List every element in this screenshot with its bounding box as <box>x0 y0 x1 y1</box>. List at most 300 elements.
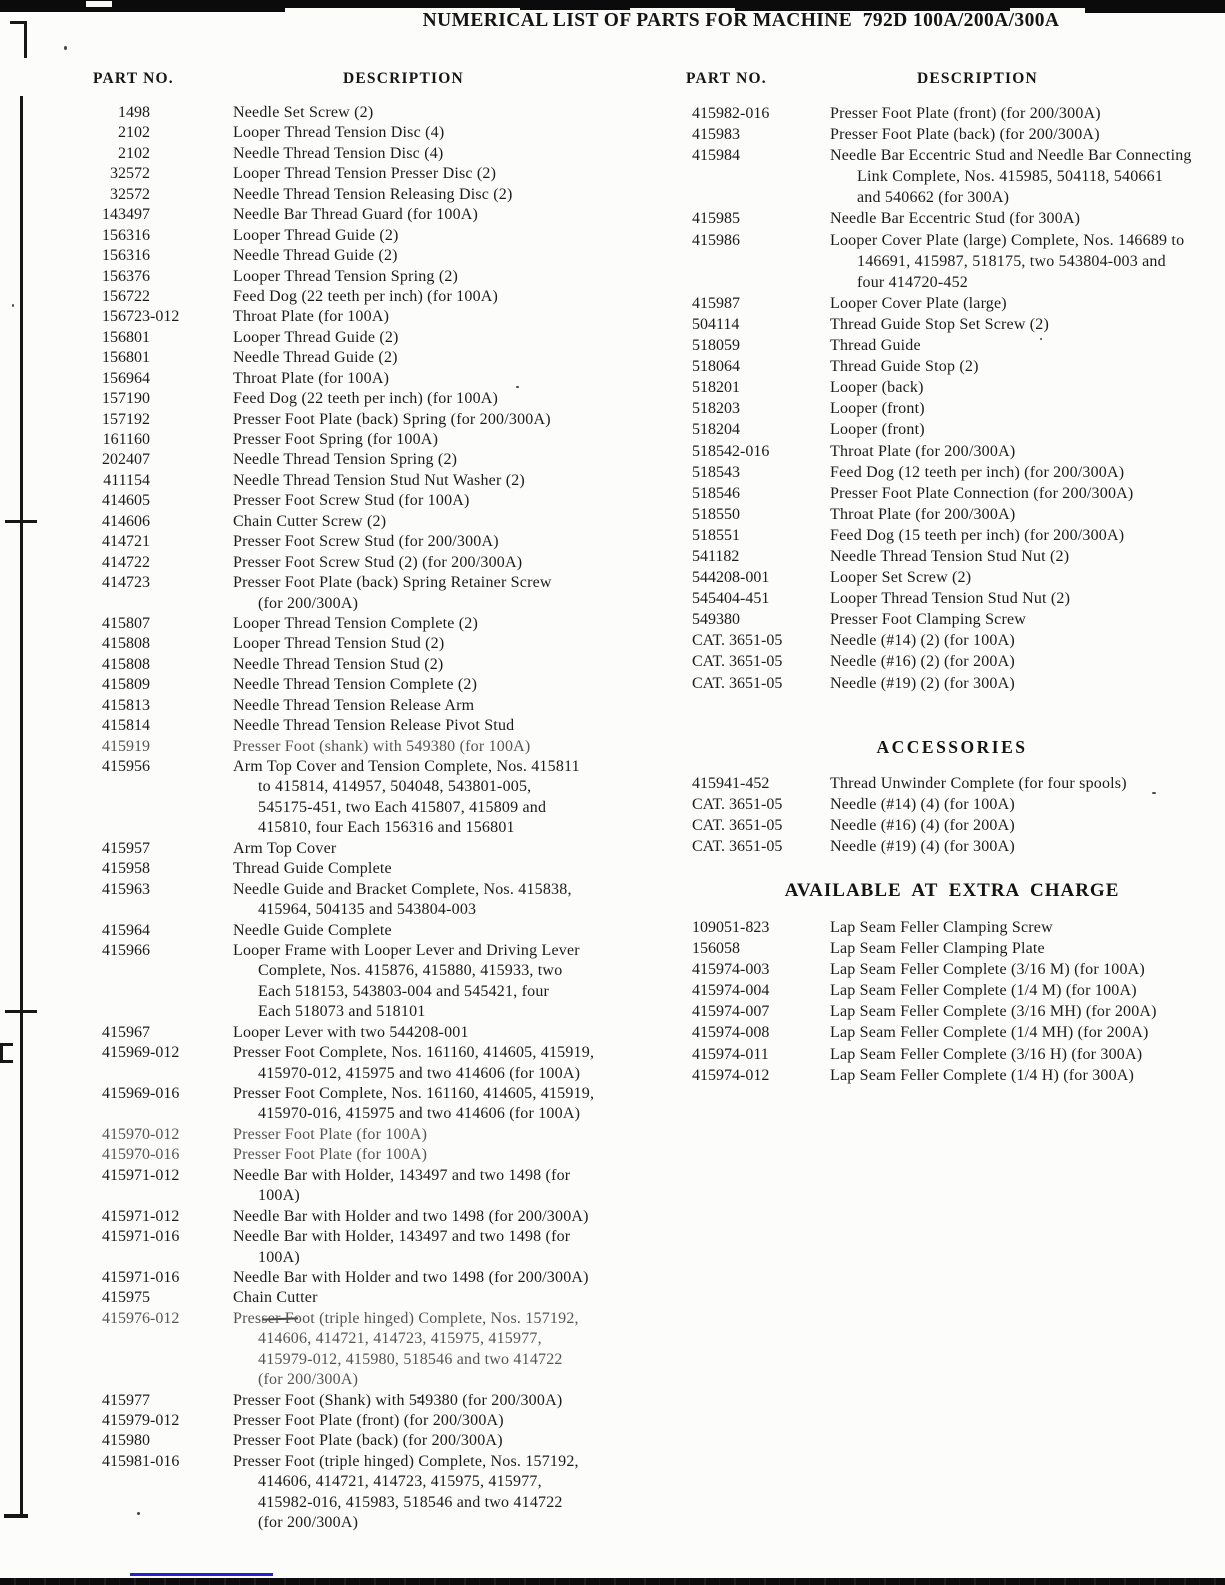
scan-margin-rule <box>20 96 23 1518</box>
table-row-line <box>692 673 1192 694</box>
description-text: Needle (#19) (2) (for 300A) <box>830 674 1015 692</box>
scan-speck <box>64 46 67 50</box>
table-row <box>93 1207 594 1227</box>
part-number: 518550 <box>692 505 740 523</box>
description-text: Lap Seam Feller Clamping Plate <box>830 940 1045 958</box>
part-number: 156964 <box>102 369 150 387</box>
part-number: 415970-012 <box>102 1125 180 1143</box>
description-text: Looper Thread Tension Presser Disc (2) <box>233 165 497 183</box>
description-continuation-line <box>692 166 1192 187</box>
description-text: 415964, 504135 and 543804-003 <box>258 901 477 919</box>
table-row-line <box>93 185 594 205</box>
description-text: Needle Thread Tension Stud Nut Washer (2) <box>233 471 525 489</box>
description-continuation-line <box>93 900 594 920</box>
table-row-line <box>692 773 1127 794</box>
table-row <box>93 1452 594 1534</box>
description-text: Feed Dog (22 teeth per inch) (for 100A) <box>233 287 499 305</box>
part-number: 415974-007 <box>692 1003 770 1021</box>
table-row-line <box>93 941 594 961</box>
description-continuation-line <box>93 1350 594 1370</box>
table-row-line <box>692 293 1192 314</box>
description-text: Link Complete, Nos. 415985, 504118, 540661 <box>857 168 1164 186</box>
table-row <box>93 1431 594 1451</box>
description-text: 415970-012, 415975 and two 414606 (for 100A) <box>258 1064 581 1082</box>
table-row-line <box>692 356 1192 377</box>
table-row-line <box>692 145 1192 166</box>
description-text: Looper (back) <box>830 379 924 397</box>
table-row <box>93 839 594 859</box>
part-number: 415985 <box>692 210 740 228</box>
description-text: 414606, 414721, 414723, 415975, 415977, <box>258 1330 542 1348</box>
description-text: Presser Foot Plate (back) Spring (for 200/300A) <box>233 410 551 428</box>
description-text: Presser Foot (Shank) with 549380 (for 200/300A) <box>233 1391 563 1409</box>
table-row <box>93 1125 594 1145</box>
table-row-line <box>692 1044 1157 1065</box>
table-row-line <box>93 205 594 225</box>
table-row-line <box>93 1452 594 1472</box>
description-continuation-line <box>93 1329 594 1349</box>
description-text: Looper (front) <box>830 421 925 439</box>
description-text: Presser Foot Plate (front) (for 200/300A) <box>830 105 1101 122</box>
table-row-line <box>93 921 594 941</box>
table-row <box>692 917 1157 938</box>
description-text: Thread Guide Stop (2) <box>830 358 979 376</box>
table-row <box>692 959 1157 980</box>
table-row <box>692 1065 1157 1086</box>
description-text: Looper Set Screw (2) <box>830 569 972 587</box>
part-number: 1498 <box>118 104 150 121</box>
part-number: 415956 <box>102 758 150 775</box>
description-text: Each 518153, 543803-004 and 545421, four <box>258 982 550 1000</box>
description-continuation-line <box>93 1472 594 1492</box>
description-continuation-line <box>93 818 594 838</box>
table-row <box>93 348 594 368</box>
description-text: Lap Seam Feller Complete (1/4 M) (for 100A) <box>830 982 1137 1000</box>
description-text: Needle Thread Guide (2) <box>233 247 398 265</box>
part-number: 161160 <box>102 431 150 448</box>
table-row-line <box>93 512 594 532</box>
description-text: Presser Foot Plate (back) (for 200/300A) <box>233 1432 503 1450</box>
table-row <box>692 504 1192 525</box>
table-row <box>692 938 1157 959</box>
table-row-line <box>93 1125 594 1145</box>
table-row-line <box>692 230 1192 251</box>
part-number: 544208-001 <box>692 569 770 587</box>
part-number: 414721 <box>102 533 150 551</box>
description-text: Thread Unwinder Complete (for four spools) <box>830 775 1127 792</box>
description-text: Throat Plate (for 200/300A) <box>830 505 1016 523</box>
description-text: Lap Seam Feller Complete (1/4 MH) (for 200A) <box>830 1024 1149 1042</box>
description-text: Thread Guide Stop Set Screw (2) <box>830 315 1050 333</box>
description-continuation-line <box>93 1186 594 1206</box>
description-text: Needle (#16) (4) (for 200A) <box>830 817 1015 835</box>
table-row <box>93 880 594 921</box>
description-text: Looper Thread Tension Spring (2) <box>233 267 459 285</box>
table-row <box>692 208 1192 229</box>
table-row <box>93 267 594 287</box>
description-text: Looper Cover Plate (large) Complete, Nos. 146689 to <box>830 231 1185 249</box>
part-number: 518542-016 <box>692 442 770 460</box>
table-row-line <box>93 880 594 900</box>
part-number: 415963 <box>102 880 150 898</box>
part-number: 414723 <box>102 574 150 592</box>
table-row <box>93 1391 594 1411</box>
table-row-line <box>93 1207 594 1227</box>
description-text: Presser Foot Plate (for 100A) <box>233 1146 428 1164</box>
description-text: Presser Foot Plate (back) Spring Retainer Screw <box>233 574 552 592</box>
part-number: 415966 <box>102 941 150 959</box>
table-row-line <box>93 716 594 736</box>
part-number: 415971-012 <box>102 1207 180 1225</box>
part-number: 109051-823 <box>692 919 770 936</box>
table-row-line <box>93 634 594 654</box>
table-row <box>692 651 1192 672</box>
table-row <box>93 450 594 470</box>
description-continuation-line <box>93 798 594 818</box>
section-heading-extra-charge: AVAILABLE AT EXTRA CHARGE <box>784 880 1120 901</box>
description-text: Thread Guide <box>830 337 921 355</box>
description-text: Needle (#16) (2) (for 200A) <box>830 653 1015 671</box>
table-row-line <box>692 1001 1157 1022</box>
table-row-line <box>692 1065 1157 1086</box>
description-continuation-line <box>93 777 594 797</box>
part-number: 32572 <box>110 185 150 203</box>
table-row <box>692 525 1192 546</box>
description-text: Needle (#14) (2) (for 100A) <box>830 632 1015 650</box>
table-row-line <box>93 1023 594 1043</box>
description-text: Throat Plate (for 100A) <box>233 308 390 326</box>
description-text: Needle Thread Guide (2) <box>233 349 398 367</box>
table-row <box>692 441 1192 462</box>
table-row-line <box>692 609 1192 630</box>
table-row <box>93 512 594 532</box>
part-number: 156058 <box>692 940 740 958</box>
table-row-line <box>692 462 1192 483</box>
table-row <box>692 314 1192 335</box>
table-row-line <box>692 794 1127 815</box>
table-row-line <box>692 124 1192 145</box>
table-row-line <box>93 1411 594 1431</box>
table-row <box>692 1044 1157 1065</box>
description-text: Needle Bar with Holder, 143497 and two 1498 (for <box>233 1228 571 1246</box>
description-continuation-line <box>93 1248 594 1268</box>
table-row <box>93 532 594 552</box>
table-row <box>93 144 594 164</box>
description-text: Needle Thread Tension Stud Nut (2) <box>830 547 1070 565</box>
scan-margin-tick <box>5 1010 37 1013</box>
table-row-line <box>93 164 594 184</box>
table-row-line <box>692 314 1192 335</box>
table-row-line <box>93 1166 594 1186</box>
part-number: 143497 <box>102 206 150 224</box>
part-number: 518204 <box>692 421 740 439</box>
part-number: 415976-012 <box>102 1309 180 1327</box>
part-number: CAT. 3651-05 <box>692 632 783 650</box>
table-row-line <box>93 737 594 757</box>
table-row <box>692 546 1192 567</box>
part-number: 415957 <box>102 839 150 857</box>
table-row-line <box>692 588 1192 609</box>
description-text: Chain Cutter <box>233 1289 318 1307</box>
table-row-line <box>93 614 594 634</box>
part-number: 415969-012 <box>102 1044 180 1062</box>
description-text: Needle Bar with Holder, 143497 and two 1498 (for <box>233 1166 571 1184</box>
table-row <box>93 164 594 184</box>
table-row-line <box>692 836 1127 857</box>
description-text: Lap Seam Feller Complete (1/4 H) (for 300A) <box>830 1066 1135 1084</box>
part-number: 415977 <box>102 1391 150 1409</box>
table-row-line <box>692 1022 1157 1043</box>
table-row <box>692 230 1192 293</box>
description-text: Presser Foot Complete, Nos. 161160, 414605, 415919, <box>233 1085 595 1102</box>
table-row <box>93 553 594 573</box>
table-row-line <box>93 307 594 327</box>
scan-speck <box>12 304 14 307</box>
scan-margin-tick <box>5 520 37 523</box>
part-number: 415974-012 <box>692 1066 770 1084</box>
table-row <box>692 293 1192 314</box>
description-text: Presser Foot Screw Stud (for 100A) <box>233 492 470 510</box>
part-number: 415919 <box>102 737 150 755</box>
table-row <box>692 1022 1157 1043</box>
description-text: Arm Top Cover and Tension Complete, Nos. 415811 <box>233 758 580 775</box>
part-number: 415971-012 <box>102 1166 180 1184</box>
table-row-line <box>93 1309 594 1329</box>
table-row-line <box>692 525 1192 546</box>
description-text: Needle Bar Eccentric Stud (for 300A) <box>830 210 1081 228</box>
table-row <box>93 430 594 450</box>
part-number: 156316 <box>102 226 150 244</box>
description-text: Needle Bar with Holder and two 1498 (for 200/300A) <box>233 1268 589 1286</box>
description-header-left: DESCRIPTION <box>343 70 464 87</box>
description-text: Presser Foot Clamping Screw <box>830 611 1027 629</box>
table-row-line <box>93 839 594 859</box>
part-number: 202407 <box>102 451 150 469</box>
description-text: Needle Thread Tension Disc (4) <box>233 144 444 162</box>
part-number: 518064 <box>692 358 740 376</box>
part-number: 415983 <box>692 126 740 144</box>
table-row-line <box>692 938 1157 959</box>
parts-table-right-column <box>692 103 1192 694</box>
table-row-line <box>93 1268 594 1288</box>
part-no-header-left: PART NO. <box>93 70 174 87</box>
description-text: Looper Thread Guide (2) <box>233 226 399 244</box>
table-row <box>93 389 594 409</box>
table-row <box>93 287 594 307</box>
description-continuation-line <box>692 187 1192 208</box>
table-row-line <box>93 1043 594 1063</box>
table-row-line <box>93 573 594 593</box>
table-row-line <box>93 1391 594 1411</box>
table-row-line <box>93 267 594 287</box>
table-row <box>93 675 594 695</box>
table-row <box>93 716 594 736</box>
table-row <box>692 462 1192 483</box>
description-text: Throat Plate (for 100A) <box>233 369 390 387</box>
description-text: Presser Foot Spring (for 100A) <box>233 431 439 448</box>
table-row-line <box>93 328 594 348</box>
description-text: Needle Bar Eccentric Stud and Needle Bar Connecting <box>830 147 1192 165</box>
table-row-line <box>93 696 594 716</box>
description-text: Looper Thread Tension Stud (2) <box>233 635 445 653</box>
part-number: 415971-016 <box>102 1228 180 1246</box>
scan-edge-top-blob <box>520 0 630 10</box>
table-row-line <box>692 483 1192 504</box>
part-number: 32572 <box>110 165 150 183</box>
description-text: Presser Foot Screw Stud (for 200/300A) <box>233 533 499 551</box>
table-row-line <box>93 553 594 573</box>
part-number: 157192 <box>102 410 150 428</box>
table-row-line <box>692 335 1192 356</box>
part-number: 415984 <box>692 147 740 165</box>
table-row-line <box>692 567 1192 588</box>
part-number: 518201 <box>692 379 740 397</box>
table-row <box>93 1145 594 1165</box>
description-text: Looper Thread Tension Disc (4) <box>233 124 445 142</box>
part-number: 549380 <box>692 611 740 629</box>
part-number: 156376 <box>102 267 150 285</box>
part-number: 518059 <box>692 337 740 355</box>
part-number: 415808 <box>102 655 150 673</box>
table-row <box>93 655 594 675</box>
table-row <box>93 1268 594 1288</box>
description-text: 415970-016, 415975 and two 414606 (for 100A) <box>258 1105 581 1123</box>
description-continuation-line <box>692 251 1192 272</box>
description-continuation-line <box>93 1064 594 1084</box>
description-text: Feed Dog (22 teeth per inch) (for 100A) <box>233 390 499 408</box>
description-text: Needle Guide and Bracket Complete, Nos. 415838, <box>233 880 572 898</box>
part-number: 415975 <box>102 1289 150 1307</box>
part-number: 545404-451 <box>692 590 770 608</box>
part-number: 415809 <box>102 676 150 694</box>
table-row-line <box>692 441 1192 462</box>
table-row <box>93 185 594 205</box>
description-text: Looper Thread Tension Stud Nut (2) <box>830 590 1071 608</box>
table-row-line <box>93 1227 594 1247</box>
description-text: Needle Set Screw (2) <box>233 104 374 121</box>
table-row-line <box>692 917 1157 938</box>
part-number: 156316 <box>102 247 150 265</box>
table-row-line <box>93 491 594 511</box>
scan-margin-foot <box>4 1514 28 1518</box>
table-row-line <box>93 1288 594 1308</box>
table-row-line <box>692 398 1192 419</box>
description-text: Needle Bar with Holder and two 1498 (for 200/300A) <box>233 1207 589 1225</box>
description-text: Needle Bar Thread Guard (for 100A) <box>233 206 479 224</box>
scan-edge-top-blob <box>0 0 285 12</box>
description-text: Needle Thread Tension Complete (2) <box>233 676 478 694</box>
table-row-line <box>692 419 1192 440</box>
table-row <box>93 696 594 716</box>
table-row <box>93 226 594 246</box>
description-text: Needle Thread Tension Release Arm <box>233 696 475 714</box>
description-text: Looper Thread Tension Complete (2) <box>233 614 479 632</box>
table-row-line <box>93 226 594 246</box>
description-text: 415979-012, 415980, 518546 and two 414722 <box>258 1350 563 1368</box>
description-text: and 540662 (for 300A) <box>857 189 1010 207</box>
description-text: Each 518073 and 518101 <box>258 1003 426 1021</box>
description-text: (for 200/300A) <box>258 1371 359 1389</box>
part-number: 156801 <box>102 328 150 346</box>
table-row-line <box>93 757 594 777</box>
table-row <box>692 398 1192 419</box>
description-text: Chain Cutter Screw (2) <box>233 512 387 530</box>
table-row-line <box>692 630 1192 651</box>
table-row <box>692 145 1192 208</box>
table-row-line <box>93 532 594 552</box>
table-row-line <box>93 430 594 450</box>
table-row-line <box>93 348 594 368</box>
table-row <box>93 859 594 879</box>
description-continuation-line <box>692 272 1192 293</box>
part-number: 415981-016 <box>102 1452 180 1470</box>
table-row <box>93 634 594 654</box>
scan-blue-underline <box>130 1573 273 1576</box>
table-row-line <box>93 369 594 389</box>
part-number: 2102 <box>118 124 150 142</box>
part-number: 415808 <box>102 635 150 653</box>
description-text: Looper Lever with two 544208-001 <box>233 1023 469 1041</box>
description-text: four 414720-452 <box>857 273 968 291</box>
part-number: 415979-012 <box>102 1412 180 1429</box>
description-text: (for 200/300A) <box>258 594 359 612</box>
description-text: Needle (#14) (4) (for 100A) <box>830 796 1015 814</box>
table-row-line <box>93 246 594 266</box>
description-text: 100A) <box>258 1248 300 1266</box>
table-row <box>692 794 1127 815</box>
description-continuation-line <box>93 1513 594 1533</box>
description-text: Presser Foot Plate Connection (for 200/300A) <box>830 484 1134 502</box>
description-text: Presser Foot Plate (front) (for 200/300A) <box>233 1412 504 1429</box>
table-row <box>692 815 1127 836</box>
description-text: Looper Frame with Looper Lever and Driving Lever <box>233 941 580 959</box>
part-number: 156723-012 <box>102 308 180 326</box>
table-row <box>93 123 594 143</box>
part-number: CAT. 3651-05 <box>692 674 783 692</box>
part-number: 504114 <box>692 315 740 333</box>
description-continuation-line <box>93 1370 594 1390</box>
table-row-line <box>93 655 594 675</box>
table-row-line <box>93 1145 594 1165</box>
table-row <box>93 1411 594 1431</box>
description-text: Needle (#19) (4) (for 300A) <box>830 838 1015 856</box>
description-text: Needle Thread Tension Stud (2) <box>233 655 444 673</box>
table-row <box>692 1001 1157 1022</box>
part-number: 518203 <box>692 400 740 418</box>
table-row <box>93 1023 594 1043</box>
description-continuation-line <box>93 982 594 1002</box>
description-text: Feed Dog (15 teeth per inch) (for 200/300A) <box>830 526 1125 544</box>
part-number: 415969-016 <box>102 1085 180 1102</box>
table-row-line <box>692 546 1192 567</box>
description-text: (for 200/300A) <box>258 1514 359 1532</box>
description-text: Presser Foot (triple hinged) Complete, Nos. 157192, <box>233 1309 579 1327</box>
description-text: Needle Thread Tension Spring (2) <box>233 451 458 469</box>
table-row <box>93 1309 594 1391</box>
extra-charge-rows <box>692 917 1157 1086</box>
description-text: Needle Thread Tension Releasing Disc (2) <box>233 185 513 203</box>
description-continuation-line <box>93 961 594 981</box>
part-number: CAT. 3651-05 <box>692 796 783 814</box>
table-row-line <box>93 144 594 164</box>
part-number: 415941-452 <box>692 775 770 792</box>
description-continuation-line <box>93 1002 594 1022</box>
part-number: 415987 <box>692 294 740 312</box>
table-row <box>692 377 1192 398</box>
part-number: 415982-016 <box>692 105 770 122</box>
description-text: to 415814, 414957, 504048, 543801-005, <box>258 778 532 796</box>
parts-table-left-column <box>93 103 594 1534</box>
